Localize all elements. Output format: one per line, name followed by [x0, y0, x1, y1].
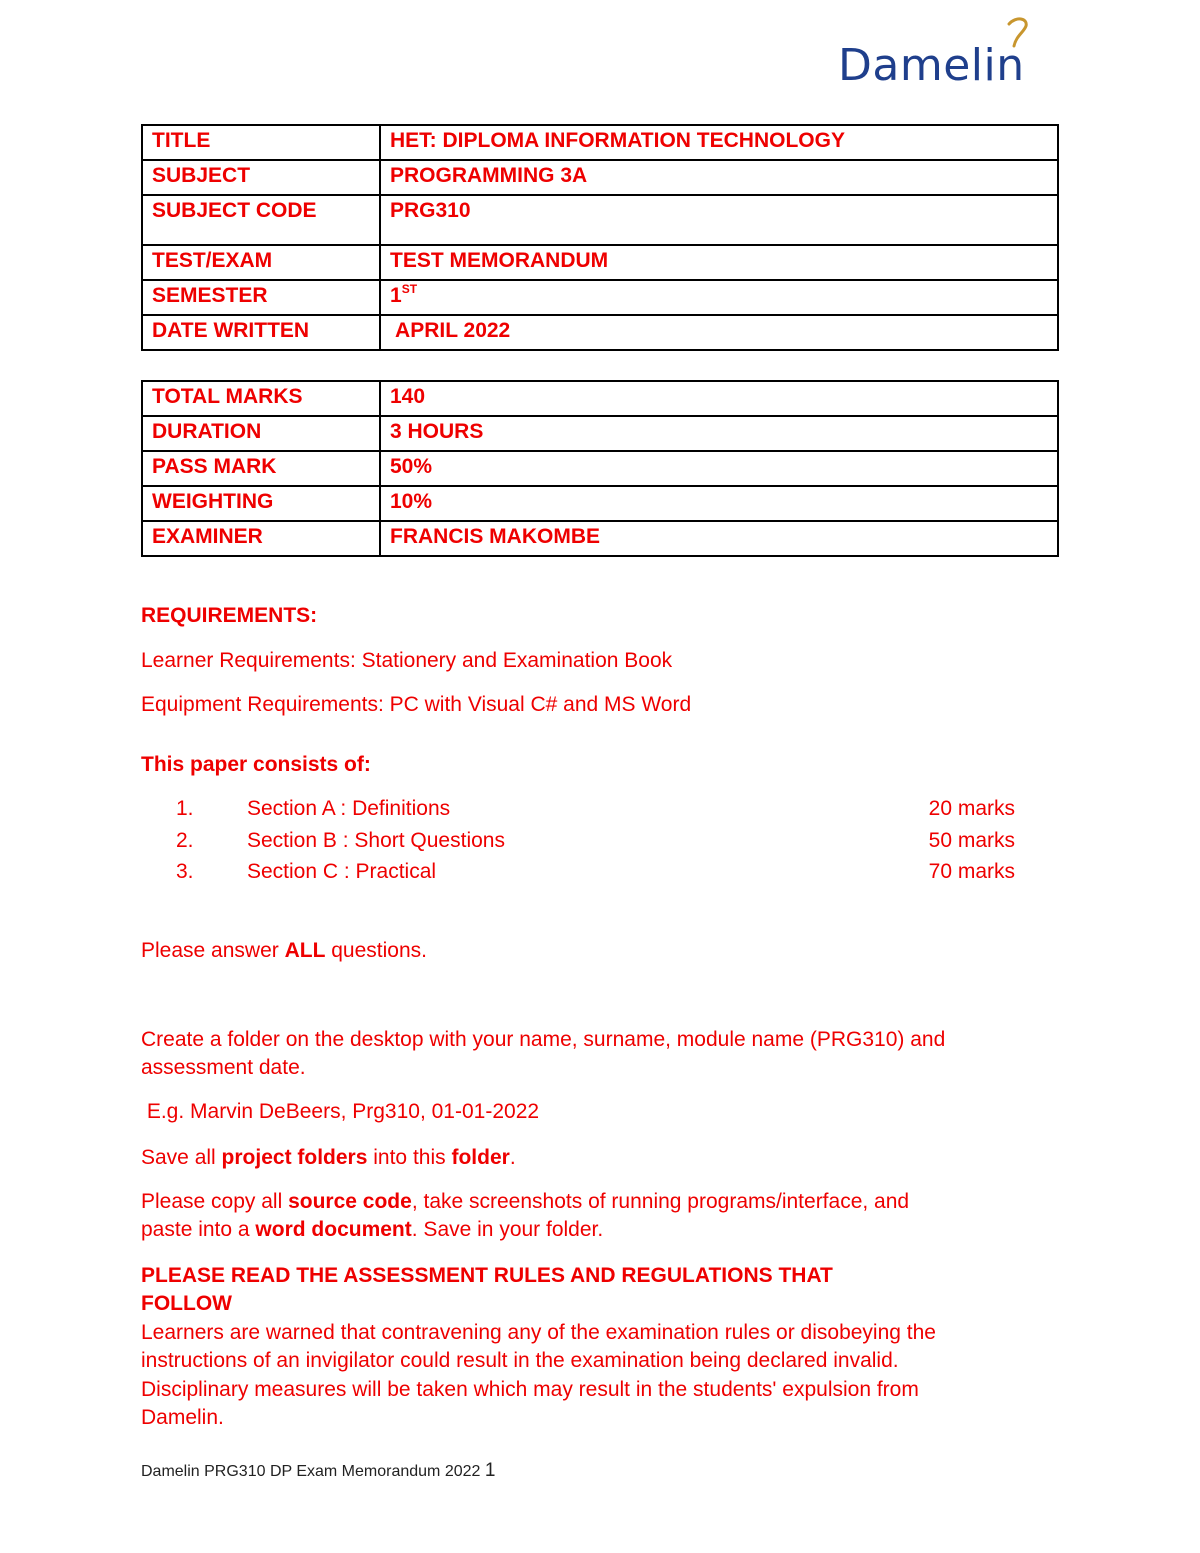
folder-example: E.g. Marvin DeBeers, Prg310, 01-01-2022: [141, 1100, 540, 1123]
list-item: [141, 829, 1021, 859]
semester-value: [380, 280, 1058, 315]
rules-heading-line1: PLEASE READ THE ASSESSMENT RULES AND REGULATIONS THAT: [141, 1264, 833, 1287]
table-row: [142, 125, 1058, 160]
table-row: [142, 451, 1058, 486]
save-pre: Save all: [141, 1146, 222, 1169]
learner-requirements: Learner Requirements: Stationery and Examination Book: [141, 649, 673, 672]
folder-instruction-line1: Create a folder on the desktop with your name, surname, module name (PRG310) and: [141, 1028, 946, 1051]
subject-code-label: SUBJECT CODE: [142, 195, 380, 245]
pass-mark-value: 50%: [380, 451, 1058, 486]
section-marks: 50 marks: [928, 829, 1015, 852]
section-marks: 20 marks: [928, 797, 1015, 820]
copy-line2-post: . Save in your folder.: [411, 1218, 604, 1241]
disciplinary-line2: Damelin.: [141, 1406, 224, 1429]
answer-pre: Please answer: [141, 939, 285, 962]
save-mid: into this: [367, 1146, 452, 1169]
date-written-value: APRIL 2022: [380, 315, 1058, 350]
duration-value: 3 HOURS: [380, 416, 1058, 451]
copy-bold-source-code: source code: [288, 1190, 412, 1213]
copy-pre: Please copy all: [141, 1190, 289, 1213]
examiner-label: EXAMINER: [142, 521, 380, 556]
warning-line2: instructions of an invigilator could result in the examination being declared invalid.: [141, 1349, 899, 1372]
save-instruction: [141, 1143, 516, 1172]
rules-heading-line2: FOLLOW: [141, 1292, 232, 1315]
answer-bold: ALL: [284, 939, 326, 962]
disciplinary-line1: Disciplinary measures will be taken which may result in the students' expulsion from: [141, 1378, 919, 1401]
logo-text: Damelin: [838, 40, 1025, 91]
semester-label: SEMESTER: [142, 280, 380, 315]
table-row: [142, 195, 1058, 245]
table-row: [142, 416, 1058, 451]
list-item: [141, 860, 1021, 890]
save-bold-project-folders: project folders: [221, 1146, 368, 1169]
answer-all-line: [141, 936, 427, 965]
save-post: .: [509, 1146, 516, 1169]
semester-number: 1: [390, 284, 402, 307]
test-exam-label: TEST/EXAM: [142, 245, 380, 280]
save-bold-folder: folder: [451, 1146, 510, 1169]
section-name: Section B : Short Questions: [247, 829, 505, 852]
requirements-heading: REQUIREMENTS:: [141, 604, 318, 627]
page-number: 1: [484, 1460, 496, 1481]
consists-heading: This paper consists of:: [141, 753, 371, 776]
table-row: [142, 245, 1058, 280]
section-number: 3.: [176, 860, 194, 883]
subject-code-value: PRG310: [380, 195, 1058, 245]
page-footer: [141, 1460, 495, 1482]
section-marks: 70 marks: [928, 860, 1015, 883]
title-label: TITLE: [142, 125, 380, 160]
copy-bold-word-document: word document: [255, 1218, 412, 1241]
copy-instruction-line1: [141, 1187, 909, 1216]
section-name: Section A : Definitions: [247, 797, 451, 820]
footer-text: Damelin PRG310 DP Exam Memorandum 2022: [141, 1463, 485, 1480]
examiner-value: FRANCIS MAKOMBE: [380, 521, 1058, 556]
title-value: HET: DIPLOMA INFORMATION TECHNOLOGY: [380, 125, 1058, 160]
answer-post: questions.: [325, 939, 427, 962]
warning-line1: Learners are warned that contravening any of the examination rules or disobeying the: [141, 1321, 936, 1344]
weighting-value: 10%: [380, 486, 1058, 521]
duration-label: DURATION: [142, 416, 380, 451]
folder-instruction-line2: assessment date.: [141, 1056, 306, 1079]
copy-mid: , take screenshots of running programs/interface, and: [411, 1190, 910, 1213]
copy-instruction-line2: [141, 1215, 603, 1244]
list-item: [141, 797, 1021, 827]
total-marks-label: TOTAL MARKS: [142, 381, 380, 416]
weighting-label: WEIGHTING: [142, 486, 380, 521]
table-row: [142, 280, 1058, 315]
subject-value: PROGRAMMING 3A: [380, 160, 1058, 195]
test-exam-value: TEST MEMORANDUM: [380, 245, 1058, 280]
pass-mark-label: PASS MARK: [142, 451, 380, 486]
total-marks-value: 140: [380, 381, 1058, 416]
table-row: [142, 315, 1058, 350]
table-row: [142, 486, 1058, 521]
damelin-logo: [838, 14, 1068, 94]
table-row: [142, 160, 1058, 195]
table-row: [142, 381, 1058, 416]
equipment-requirements: Equipment Requirements: PC with Visual C# and MS Word: [141, 693, 692, 716]
copy-line2-pre: paste into a: [141, 1218, 256, 1241]
semester-suffix: ST: [401, 282, 418, 296]
date-written-label: DATE WRITTEN: [142, 315, 380, 350]
subject-label: SUBJECT: [142, 160, 380, 195]
header-table: [141, 124, 1059, 351]
section-number: 2.: [176, 829, 194, 852]
table-row: [142, 521, 1058, 556]
section-name: Section C : Practical: [247, 860, 437, 883]
marks-table: [141, 380, 1059, 557]
section-number: 1.: [176, 797, 194, 820]
